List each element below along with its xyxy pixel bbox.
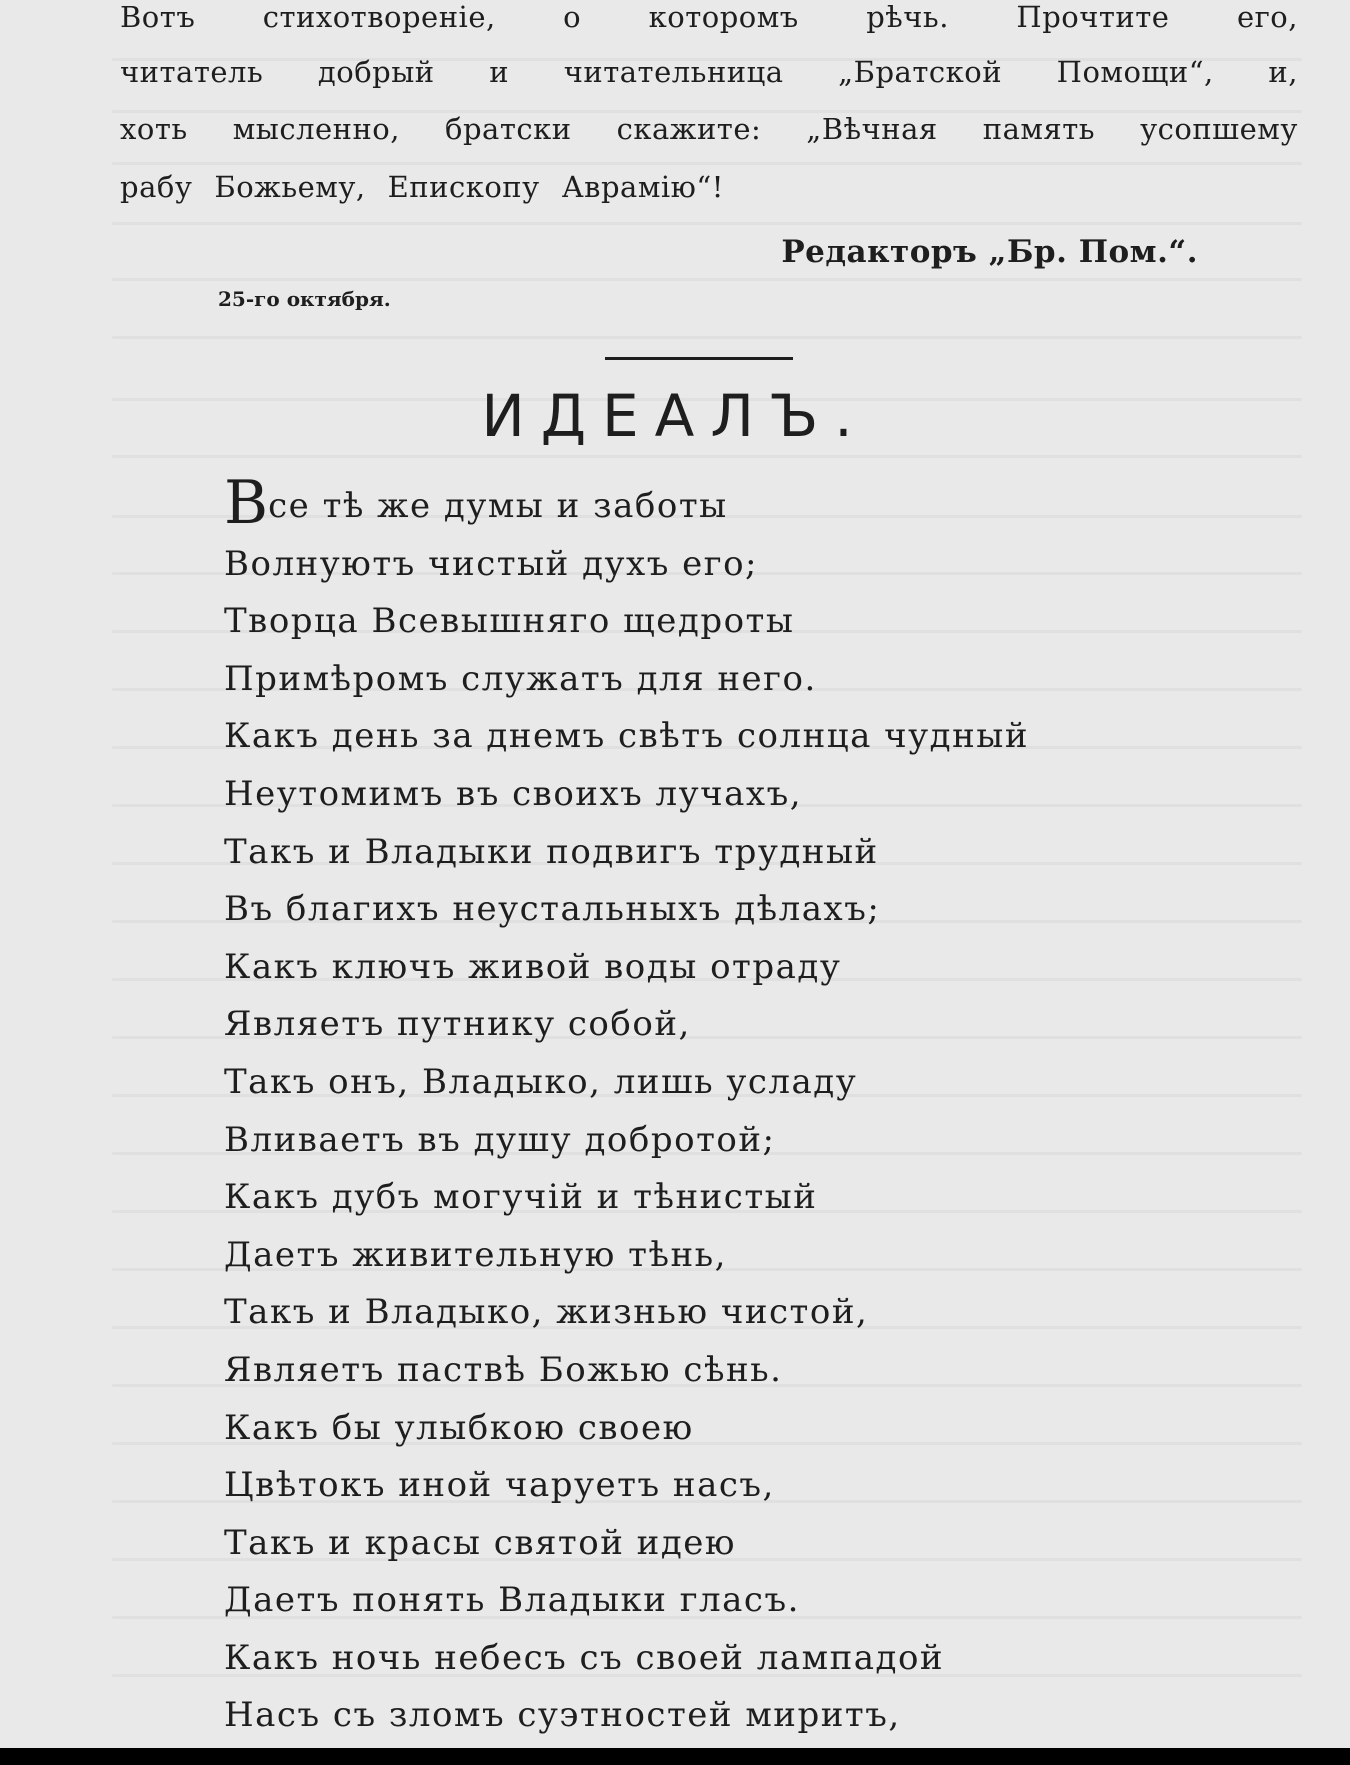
intro-line-3 — [120, 112, 1298, 146]
poem-line: Такъ и Владыки подвигъ трудный — [224, 831, 879, 872]
poem-line: Такъ и красы святой идею — [224, 1522, 736, 1563]
intro-word: братски — [445, 112, 572, 146]
intro-word: и, — [1268, 55, 1298, 89]
intro-word: добрый — [317, 55, 435, 89]
intro-word: „Вѣчная — [806, 112, 938, 146]
date-line: 25-го октября. — [218, 287, 391, 311]
poem-line: Какъ бы улыбкою своею — [224, 1407, 694, 1448]
poem-line: Творца Всевышняго щедроты — [224, 601, 795, 642]
intro-word: Помощи“, — [1056, 55, 1214, 89]
intro-word: мысленно, — [232, 112, 400, 146]
editor-signature: Редакторъ „Бр. Пом.“. — [781, 234, 1198, 270]
intro-word: хоть — [120, 112, 188, 146]
poem-line: Даетъ живительную тѣнь, — [224, 1234, 727, 1275]
intro-word: Епископу — [387, 170, 540, 204]
intro-word: „Братской — [838, 55, 1003, 89]
poem-line: Какъ дубъ могучій и тѣнистый — [224, 1177, 818, 1218]
poem-line: Насъ съ зломъ суэтностей миритъ, — [224, 1695, 901, 1736]
poem-line: Такъ и Владыко, жизнью чистой, — [224, 1292, 869, 1333]
intro-word: Божьему, — [214, 170, 366, 204]
show-through-line — [112, 455, 1302, 458]
poem-line: Такъ онъ, Владыко, лишь усладу — [224, 1061, 858, 1102]
poem-line: Какъ ключъ живой воды отраду — [224, 946, 842, 987]
intro-word: его, — [1236, 0, 1298, 34]
intro-line-4 — [120, 170, 1298, 204]
intro-word: и — [489, 55, 510, 89]
poem-body — [224, 468, 1304, 1745]
poem-line: Цвѣтокъ иной чаруетъ насъ, — [224, 1465, 775, 1506]
intro-word: читательница — [563, 55, 784, 89]
intro-word: Вотъ — [120, 0, 196, 34]
show-through-line — [112, 278, 1302, 281]
poem-title: ИДЕАЛЪ. — [481, 382, 869, 450]
poem-line: Въ благихъ неустальныхъ дѣлахъ; — [224, 889, 881, 930]
poem-line: Примѣромъ служатъ для него. — [224, 658, 817, 699]
show-through-line — [112, 162, 1302, 165]
poem-line — [224, 468, 1304, 538]
intro-line-1 — [120, 0, 1298, 34]
poem-line: Какъ ночь небесъ съ своей лампадой — [224, 1637, 945, 1678]
drop-cap: В — [224, 468, 269, 538]
poem-line: Неутомимъ въ своихъ лучахъ, — [224, 773, 803, 814]
intro-word: Прочтите — [1016, 0, 1170, 34]
intro-word: рабу — [120, 170, 193, 204]
intro-word: читатель — [120, 55, 264, 89]
intro-word: память — [982, 112, 1096, 146]
section-divider — [605, 357, 793, 360]
intro-word: о — [563, 0, 582, 34]
intro-line-2 — [120, 55, 1298, 89]
intro-word: усопшему — [1140, 112, 1298, 146]
show-through-line — [112, 336, 1302, 339]
poem-line: Являетъ паствѣ Божью сѣнь. — [224, 1349, 783, 1390]
show-through-line — [112, 222, 1302, 225]
intro-word: стихотвореніе, — [262, 0, 496, 34]
poem-line: Вливаетъ въ душу добротой; — [224, 1119, 776, 1160]
intro-word: которомъ — [648, 0, 799, 34]
poem-line: Даетъ понять Владыки гласъ. — [224, 1580, 800, 1621]
intro-word: скажите: — [616, 112, 762, 146]
poem-line: Являетъ путнику собой, — [224, 1004, 691, 1045]
intro-word: рѣчь. — [866, 0, 949, 34]
poem-line: Какъ день за днемъ свѣтъ солнца чудный — [224, 716, 1029, 757]
intro-word: Аврамію“! — [561, 170, 724, 204]
poem-line-text: се тѣ же думы и заботы — [268, 486, 728, 526]
poem-line: Волнуютъ чистый духъ его; — [224, 543, 759, 584]
